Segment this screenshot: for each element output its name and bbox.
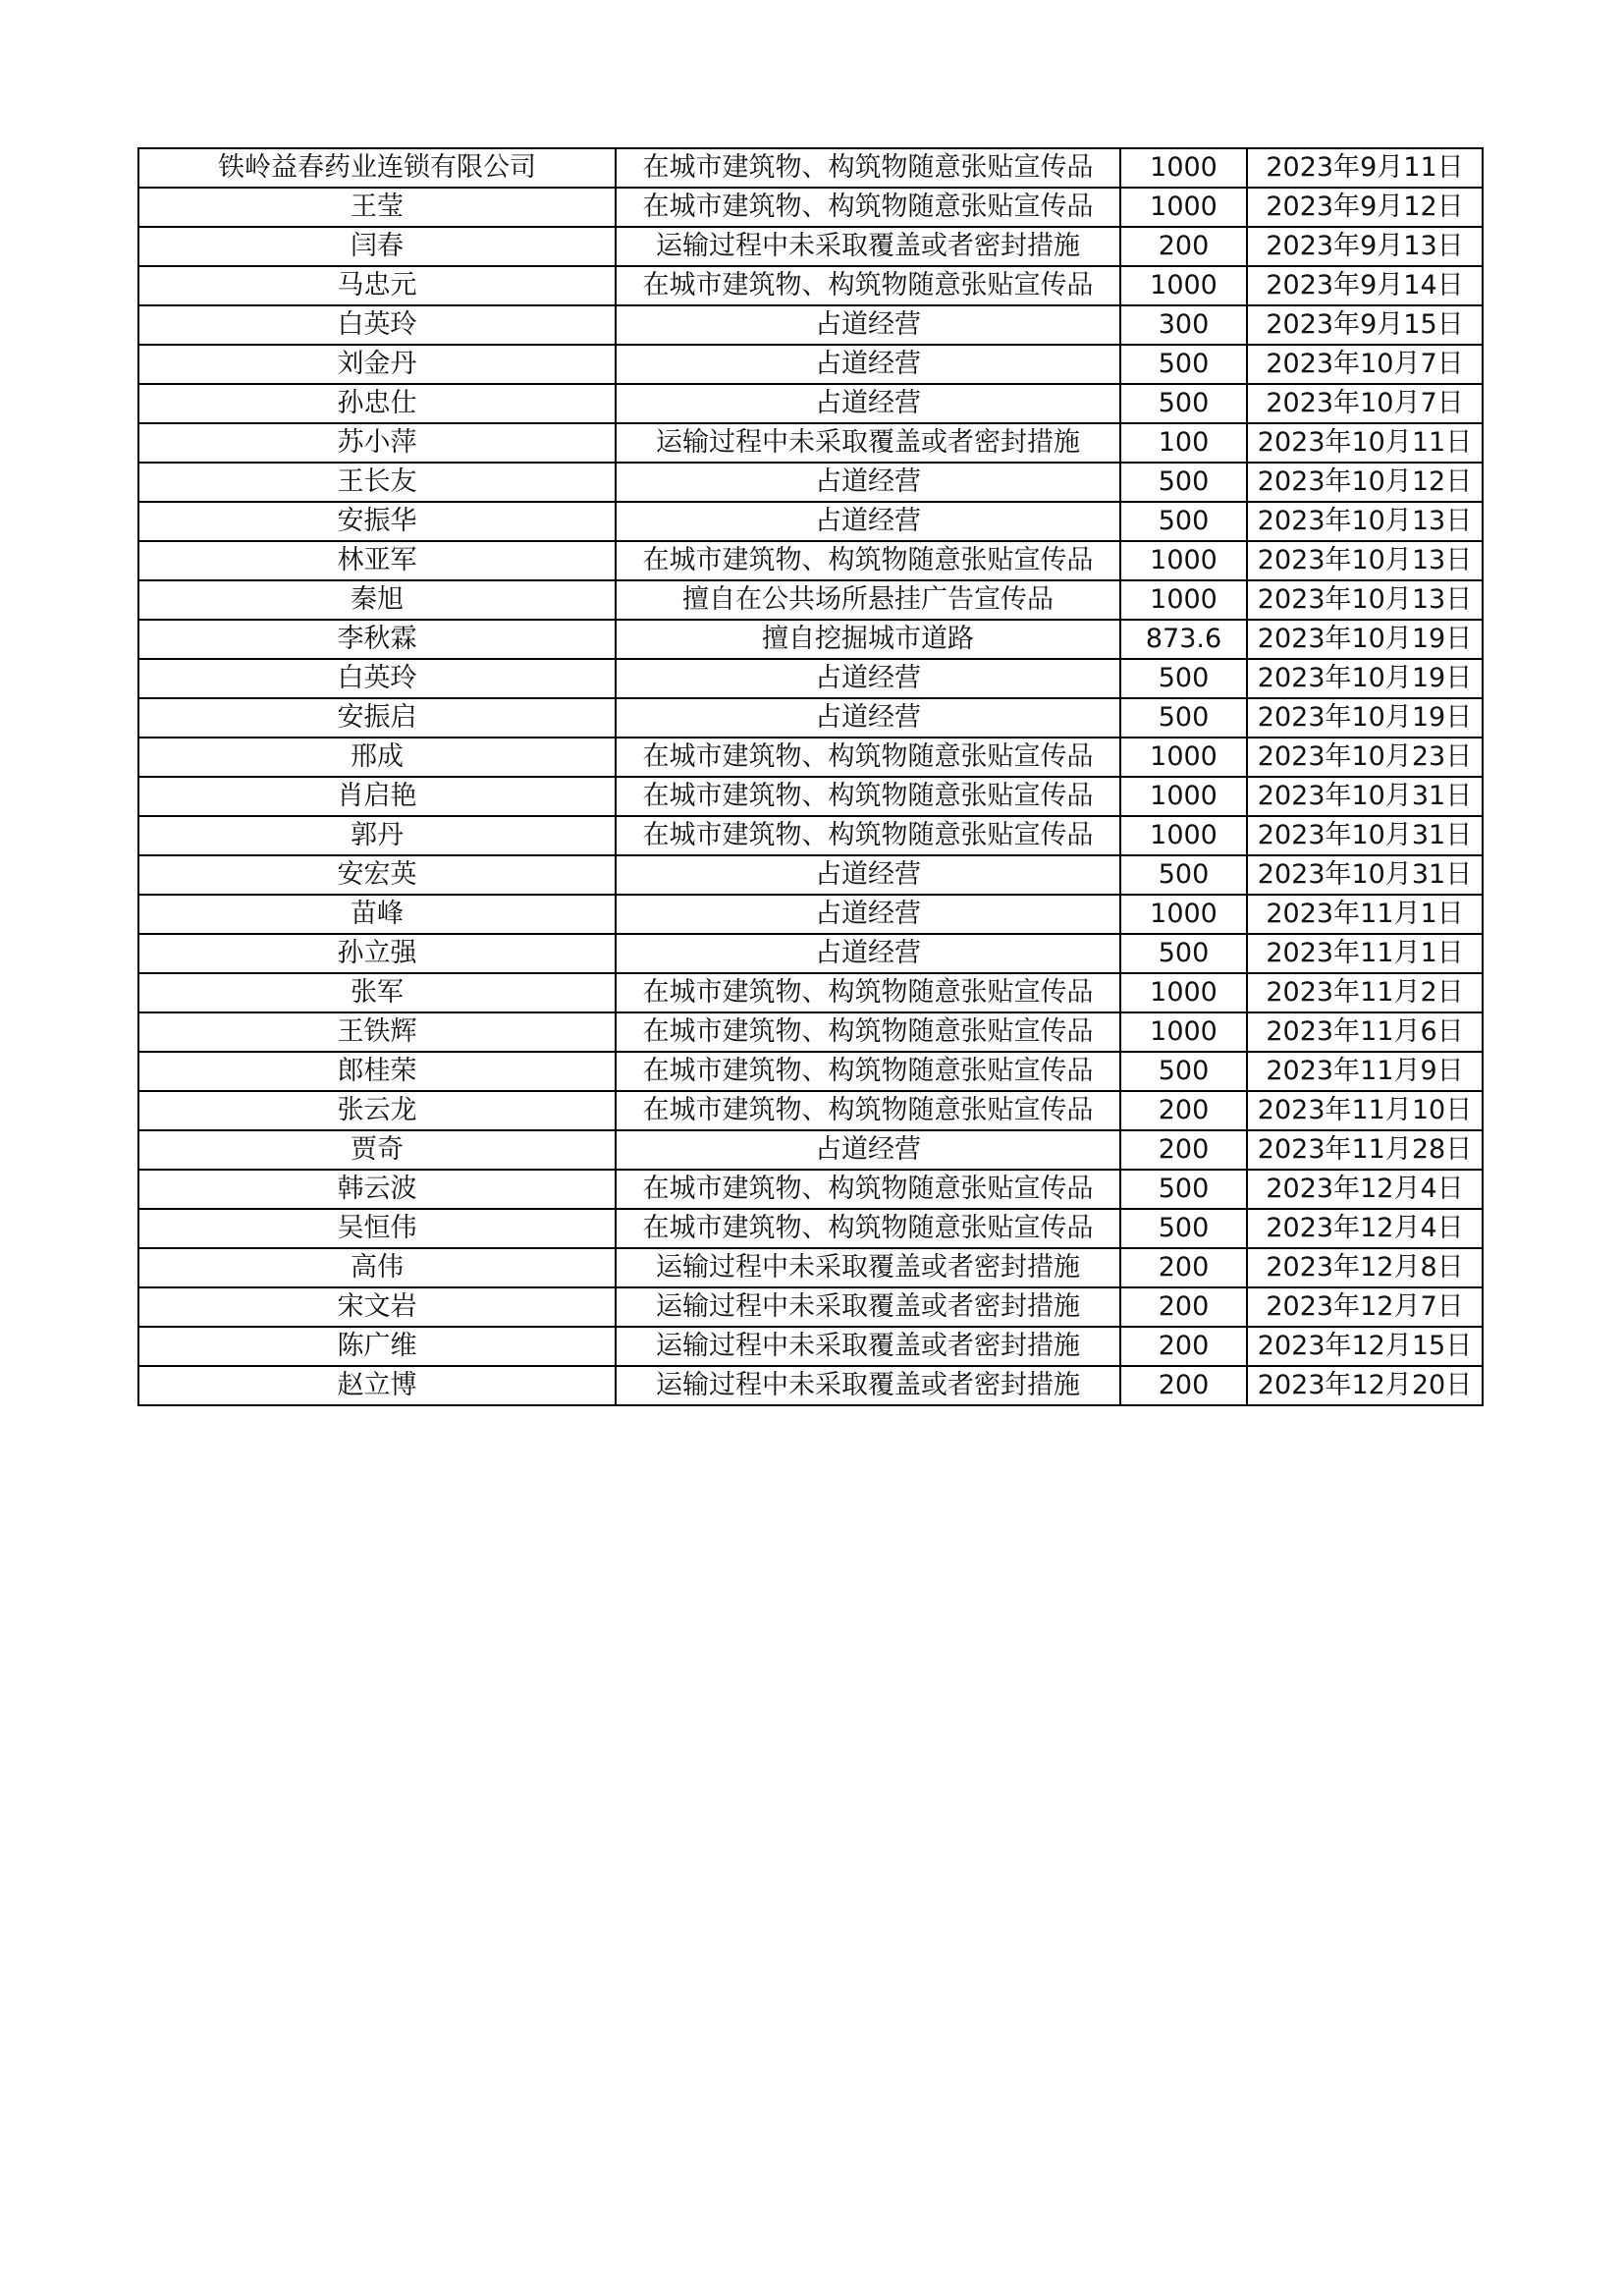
table-row (138, 1012, 1483, 1052)
violation-cell: 在城市建筑物、构筑物随意张贴宣传品 (616, 188, 1120, 227)
table-row (138, 738, 1483, 777)
name-cell: 王长友 (138, 463, 616, 502)
name-cell: 郎桂荣 (138, 1052, 616, 1091)
violation-cell: 运输过程中未采取覆盖或者密封措施 (616, 1287, 1120, 1327)
table-row (138, 816, 1483, 855)
name-cell: 林亚军 (138, 541, 616, 580)
table-row (138, 580, 1483, 620)
violation-cell: 占道经营 (616, 698, 1120, 738)
amount-cell: 500 (1120, 659, 1247, 698)
amount-cell: 200 (1120, 1366, 1247, 1405)
date-cell: 2023年10月12日 (1247, 463, 1483, 502)
table-row (138, 384, 1483, 423)
name-cell: 韩云波 (138, 1170, 616, 1209)
amount-cell: 500 (1120, 1209, 1247, 1248)
date-cell: 2023年9月13日 (1247, 227, 1483, 266)
table-row (138, 1366, 1483, 1405)
date-cell: 2023年11月9日 (1247, 1052, 1483, 1091)
table-row (138, 266, 1483, 305)
violation-cell: 在城市建筑物、构筑物随意张贴宣传品 (616, 148, 1120, 188)
violation-cell: 擅自在公共场所悬挂广告宣传品 (616, 580, 1120, 620)
name-cell: 张云龙 (138, 1091, 616, 1130)
violation-cell: 在城市建筑物、构筑物随意张贴宣传品 (616, 1052, 1120, 1091)
violation-cell: 在城市建筑物、构筑物随意张贴宣传品 (616, 541, 1120, 580)
amount-cell: 500 (1120, 1170, 1247, 1209)
violation-cell: 运输过程中未采取覆盖或者密封措施 (616, 1327, 1120, 1366)
amount-cell: 1000 (1120, 895, 1247, 934)
amount-cell: 873.6 (1120, 620, 1247, 659)
name-cell: 肖启艳 (138, 777, 616, 816)
name-cell: 王铁辉 (138, 1012, 616, 1052)
date-cell: 2023年10月13日 (1247, 541, 1483, 580)
table-row (138, 345, 1483, 384)
violation-cell: 占道经营 (616, 384, 1120, 423)
amount-cell: 1000 (1120, 266, 1247, 305)
amount-cell: 200 (1120, 1091, 1247, 1130)
table-body (138, 148, 1483, 1405)
violation-cell: 在城市建筑物、构筑物随意张贴宣传品 (616, 1091, 1120, 1130)
date-cell: 2023年12月8日 (1247, 1248, 1483, 1287)
amount-cell: 200 (1120, 227, 1247, 266)
amount-cell: 100 (1120, 423, 1247, 463)
amount-cell: 1000 (1120, 973, 1247, 1012)
table-row (138, 855, 1483, 895)
date-cell: 2023年10月13日 (1247, 580, 1483, 620)
name-cell: 安振华 (138, 502, 616, 541)
name-cell: 陈广维 (138, 1327, 616, 1366)
amount-cell: 1000 (1120, 541, 1247, 580)
name-cell: 苏小萍 (138, 423, 616, 463)
name-cell: 安振启 (138, 698, 616, 738)
date-cell: 2023年9月11日 (1247, 148, 1483, 188)
amount-cell: 500 (1120, 1052, 1247, 1091)
violation-cell: 占道经营 (616, 305, 1120, 345)
date-cell: 2023年11月6日 (1247, 1012, 1483, 1052)
violation-cell: 在城市建筑物、构筑物随意张贴宣传品 (616, 1012, 1120, 1052)
violation-cell: 在城市建筑物、构筑物随意张贴宣传品 (616, 973, 1120, 1012)
amount-cell: 500 (1120, 855, 1247, 895)
name-cell: 闫春 (138, 227, 616, 266)
name-cell: 安宏英 (138, 855, 616, 895)
date-cell: 2023年9月12日 (1247, 188, 1483, 227)
name-cell: 苗峰 (138, 895, 616, 934)
date-cell: 2023年10月31日 (1247, 816, 1483, 855)
name-cell: 郭丹 (138, 816, 616, 855)
amount-cell: 1000 (1120, 188, 1247, 227)
table-row (138, 1287, 1483, 1327)
name-cell: 白英玲 (138, 659, 616, 698)
violation-cell: 运输过程中未采取覆盖或者密封措施 (616, 227, 1120, 266)
violation-cell: 在城市建筑物、构筑物随意张贴宣传品 (616, 1209, 1120, 1248)
violation-cell: 占道经营 (616, 345, 1120, 384)
table-row (138, 1130, 1483, 1170)
date-cell: 2023年12月4日 (1247, 1170, 1483, 1209)
violation-cell: 在城市建筑物、构筑物随意张贴宣传品 (616, 738, 1120, 777)
name-cell: 铁岭益春药业连锁有限公司 (138, 148, 616, 188)
amount-cell: 200 (1120, 1248, 1247, 1287)
amount-cell: 1000 (1120, 816, 1247, 855)
table-row (138, 1248, 1483, 1287)
date-cell: 2023年10月31日 (1247, 777, 1483, 816)
name-cell: 宋文岩 (138, 1287, 616, 1327)
date-cell: 2023年10月13日 (1247, 502, 1483, 541)
date-cell: 2023年11月28日 (1247, 1130, 1483, 1170)
date-cell: 2023年10月7日 (1247, 384, 1483, 423)
table-row (138, 463, 1483, 502)
amount-cell: 300 (1120, 305, 1247, 345)
name-cell: 秦旭 (138, 580, 616, 620)
violation-cell: 擅自挖掘城市道路 (616, 620, 1120, 659)
amount-cell: 1000 (1120, 1012, 1247, 1052)
name-cell: 邢成 (138, 738, 616, 777)
violation-cell: 在城市建筑物、构筑物随意张贴宣传品 (616, 266, 1120, 305)
date-cell: 2023年10月23日 (1247, 738, 1483, 777)
table-row (138, 1209, 1483, 1248)
date-cell: 2023年10月7日 (1247, 345, 1483, 384)
table-row (138, 934, 1483, 973)
date-cell: 2023年10月19日 (1247, 659, 1483, 698)
table-row (138, 1091, 1483, 1130)
table-row (138, 698, 1483, 738)
date-cell: 2023年11月1日 (1247, 895, 1483, 934)
name-cell: 李秋霖 (138, 620, 616, 659)
table-row (138, 541, 1483, 580)
date-cell: 2023年12月4日 (1247, 1209, 1483, 1248)
date-cell: 2023年12月15日 (1247, 1327, 1483, 1366)
table-row (138, 148, 1483, 188)
date-cell: 2023年10月31日 (1247, 855, 1483, 895)
amount-cell: 1000 (1120, 148, 1247, 188)
amount-cell: 500 (1120, 502, 1247, 541)
date-cell: 2023年12月20日 (1247, 1366, 1483, 1405)
penalty-records-table (137, 147, 1484, 1406)
violation-cell: 在城市建筑物、构筑物随意张贴宣传品 (616, 816, 1120, 855)
date-cell: 2023年9月14日 (1247, 266, 1483, 305)
violation-cell: 占道经营 (616, 659, 1120, 698)
name-cell: 孙忠仕 (138, 384, 616, 423)
table-row (138, 1170, 1483, 1209)
amount-cell: 1000 (1120, 580, 1247, 620)
violation-cell: 运输过程中未采取覆盖或者密封措施 (616, 1248, 1120, 1287)
table-row (138, 620, 1483, 659)
table-row (138, 188, 1483, 227)
table-row (138, 423, 1483, 463)
date-cell: 2023年10月19日 (1247, 620, 1483, 659)
violation-cell: 运输过程中未采取覆盖或者密封措施 (616, 423, 1120, 463)
amount-cell: 1000 (1120, 777, 1247, 816)
table-row (138, 1327, 1483, 1366)
table-row (138, 305, 1483, 345)
date-cell: 2023年11月10日 (1247, 1091, 1483, 1130)
name-cell: 贾奇 (138, 1130, 616, 1170)
name-cell: 孙立强 (138, 934, 616, 973)
amount-cell: 500 (1120, 463, 1247, 502)
name-cell: 刘金丹 (138, 345, 616, 384)
date-cell: 2023年11月2日 (1247, 973, 1483, 1012)
name-cell: 吴恒伟 (138, 1209, 616, 1248)
name-cell: 王莹 (138, 188, 616, 227)
amount-cell: 200 (1120, 1327, 1247, 1366)
table-row (138, 973, 1483, 1012)
name-cell: 高伟 (138, 1248, 616, 1287)
violation-cell: 占道经营 (616, 463, 1120, 502)
table-row (138, 502, 1483, 541)
violation-cell: 运输过程中未采取覆盖或者密封措施 (616, 1366, 1120, 1405)
table-row (138, 777, 1483, 816)
name-cell: 赵立博 (138, 1366, 616, 1405)
amount-cell: 500 (1120, 384, 1247, 423)
date-cell: 2023年10月11日 (1247, 423, 1483, 463)
date-cell: 2023年9月15日 (1247, 305, 1483, 345)
table-row (138, 227, 1483, 266)
violation-cell: 占道经营 (616, 895, 1120, 934)
violation-cell: 在城市建筑物、构筑物随意张贴宣传品 (616, 1170, 1120, 1209)
table-row (138, 659, 1483, 698)
amount-cell: 500 (1120, 698, 1247, 738)
amount-cell: 500 (1120, 934, 1247, 973)
amount-cell: 200 (1120, 1287, 1247, 1327)
violation-cell: 在城市建筑物、构筑物随意张贴宣传品 (616, 777, 1120, 816)
violation-cell: 占道经营 (616, 1130, 1120, 1170)
amount-cell: 500 (1120, 345, 1247, 384)
amount-cell: 1000 (1120, 738, 1247, 777)
name-cell: 张军 (138, 973, 616, 1012)
date-cell: 2023年12月7日 (1247, 1287, 1483, 1327)
name-cell: 白英玲 (138, 305, 616, 345)
violation-cell: 占道经营 (616, 855, 1120, 895)
name-cell: 马忠元 (138, 266, 616, 305)
violation-cell: 占道经营 (616, 502, 1120, 541)
table-row (138, 1052, 1483, 1091)
violation-cell: 占道经营 (616, 934, 1120, 973)
amount-cell: 200 (1120, 1130, 1247, 1170)
date-cell: 2023年10月19日 (1247, 698, 1483, 738)
date-cell: 2023年11月1日 (1247, 934, 1483, 973)
table-row (138, 895, 1483, 934)
